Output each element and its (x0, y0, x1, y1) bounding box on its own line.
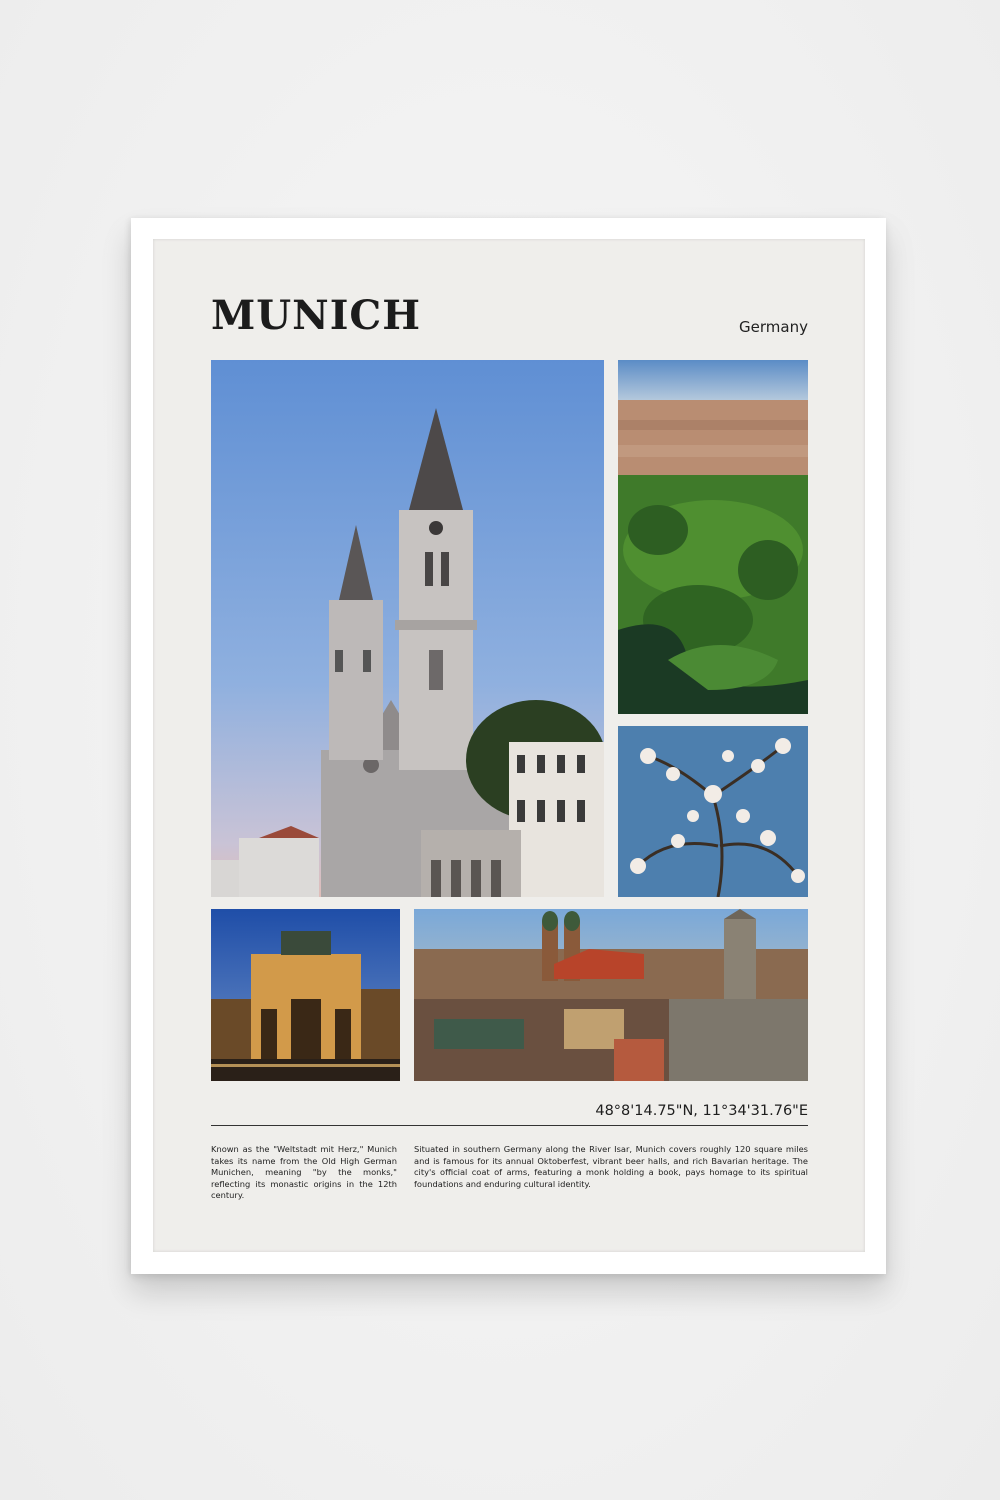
coordinates-label: 48°8'14.75"N, 11°34'31.76"E (595, 1103, 808, 1119)
poster-title: MUNICH (211, 292, 422, 339)
city-skyline-photo (414, 909, 808, 1081)
church-photo (211, 360, 604, 897)
description-right: Situated in southern Germany along the River Isar, Munich covers roughly 120 square miles and is famous for its annual Oktoberfest, vibrant beer halls, and rich Bavarian heritage. The city's official coat of arms, featuring a monk holding a book, pays homage to its spiritual foundations and enduring cultural identity. (414, 1144, 808, 1189)
divider-line (211, 1125, 808, 1126)
magnolia-photo (618, 726, 808, 897)
victory-gate-photo (211, 909, 400, 1081)
country-label: Germany (739, 318, 808, 336)
description-left: Known as the "Weltstadt mit Herz," Munich takes its name from the Old High German Munichen, meaning "by the monks," reflecting its monastic origins in the 12th century. (211, 1144, 397, 1201)
park-aerial-photo (618, 360, 808, 714)
